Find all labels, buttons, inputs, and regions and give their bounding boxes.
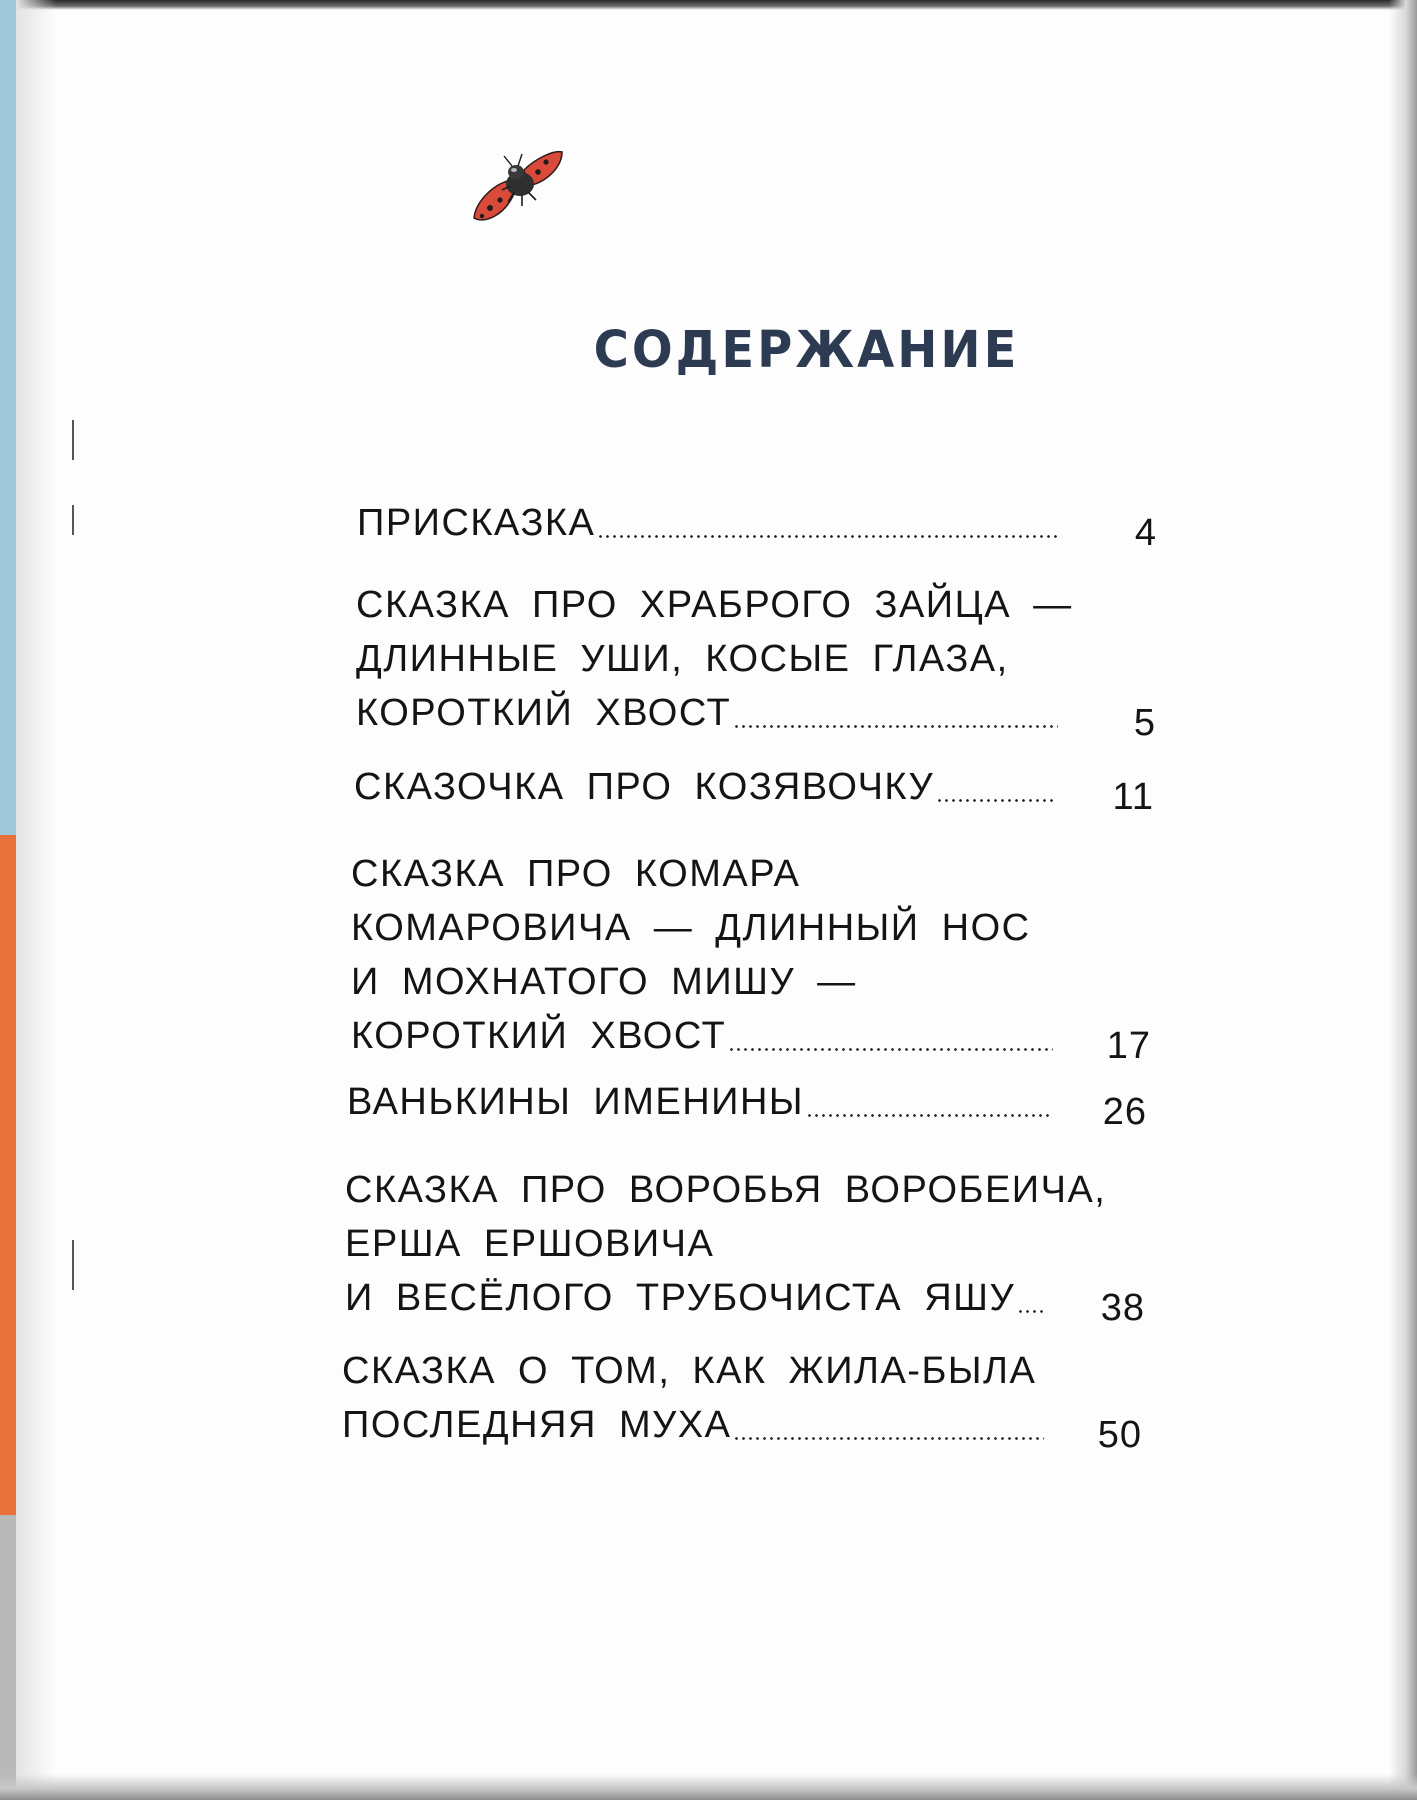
dot-leader (728, 1009, 1053, 1063)
dot-leader (806, 1075, 1049, 1129)
toc-entry-title: КОМАРОВИЧА — ДЛИННЫЙ НОС (351, 907, 1031, 949)
toc-page-number: 26 (1102, 1091, 1147, 1133)
toc-entry-title: ПРИСКАЗКА (357, 502, 596, 544)
toc-page-number: 11 (1112, 776, 1154, 818)
dot-leader (1017, 1271, 1047, 1325)
toc-entry[interactable] (347, 1075, 1147, 1133)
toc-entry-title: ПОСЛЕДНЯЯ МУХА (342, 1404, 732, 1446)
toc-entry-title: СКАЗКА ПРО КОМАРА (351, 853, 801, 895)
toc-page-number: 38 (1100, 1287, 1145, 1329)
toc-entry-title: СКАЗКА ПРО ХРАБРОГО ЗАЙЦА — (356, 584, 1073, 626)
toc-entry[interactable] (351, 847, 1151, 1067)
toc-entry-title: И МОХНАТОГО МИШУ — (351, 961, 857, 1003)
toc-entry-last-line (345, 1271, 1145, 1329)
dot-leader (597, 496, 1059, 550)
toc-heading: СОДЕРЖАНИЕ (593, 320, 1020, 380)
toc-entry[interactable] (342, 1344, 1142, 1456)
dot-leader (936, 760, 1056, 814)
toc-entry[interactable] (356, 578, 1156, 744)
toc-page-number: 5 (1133, 702, 1156, 744)
toc-entry-last-line (356, 686, 1156, 744)
toc-entry[interactable] (357, 496, 1157, 554)
toc-entry-last-line (342, 1398, 1142, 1456)
toc-page-number: 4 (1134, 512, 1157, 554)
toc-entry-last-line (351, 1009, 1151, 1067)
toc-entry-title: СКАЗКА ПРО ВОРОБЬЯ ВОРОБЕИЧА, (345, 1169, 1107, 1211)
toc-entry-title: КОРОТКИЙ ХВОСТ (356, 692, 732, 734)
toc-entry-last-line (357, 496, 1157, 554)
toc-entry-title: ДЛИННЫЕ УШИ, КОСЫЕ ГЛАЗА, (356, 638, 1009, 680)
toc-entry-title: И ВЕСЁЛОГО ТРУБОЧИСТА ЯШУ (345, 1277, 1016, 1319)
dot-leader (733, 686, 1058, 740)
toc-entry[interactable] (354, 760, 1154, 818)
dot-leader (733, 1398, 1044, 1452)
toc-page-number: 50 (1097, 1414, 1142, 1456)
toc-entry[interactable] (345, 1163, 1145, 1329)
toc-entry-title: ВАНЬКИНЫ ИМЕНИНЫ (347, 1081, 805, 1123)
toc-entry-title: КОРОТКИЙ ХВОСТ (351, 1015, 727, 1057)
toc-entry-last-line (354, 760, 1154, 818)
toc-entry-title: СКАЗОЧКА ПРО КОЗЯВОЧКУ (354, 766, 935, 808)
toc-page-number: 17 (1106, 1025, 1151, 1067)
toc-entry-last-line (347, 1075, 1147, 1133)
toc-entry-title: ЕРША ЕРШОВИЧА (345, 1223, 715, 1265)
toc-entry-title: СКАЗКА О ТОМ, КАК ЖИЛА-БЫЛА (342, 1350, 1037, 1392)
